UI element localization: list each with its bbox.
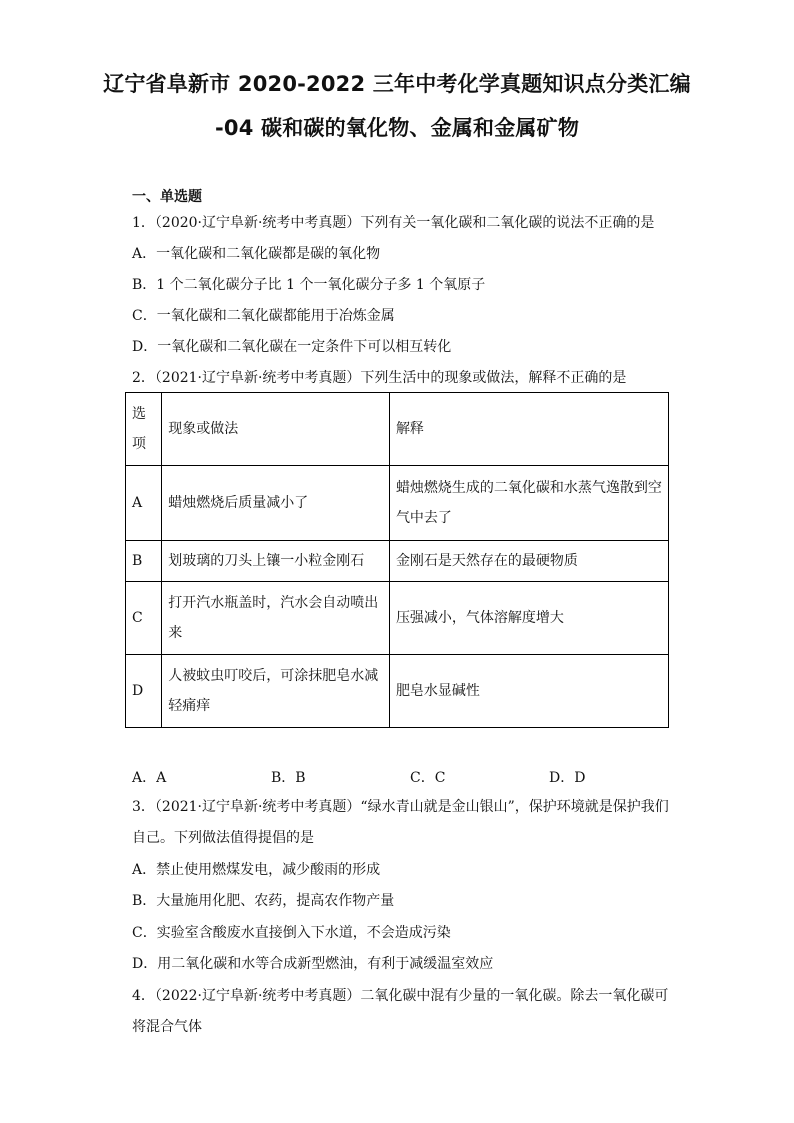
table-header-row — [126, 393, 669, 466]
table-cell: 蜡烛燃烧后质量减小了 — [162, 466, 390, 541]
q2-option-b: B．B — [271, 770, 306, 786]
table-row — [126, 466, 669, 541]
table-header-cell: 解释 — [389, 393, 668, 466]
table-row — [126, 655, 669, 728]
q2-option-a: A．A — [132, 770, 167, 786]
q2-option-c: C．C — [410, 770, 446, 786]
table-cell: 压强减小，气体溶解度增大 — [389, 582, 668, 655]
section-heading: 一、单选题 — [132, 189, 202, 205]
table-cell: 金刚石是天然存在的最硬物质 — [389, 541, 668, 582]
q2-option-d: D．D — [549, 770, 586, 786]
q3-option-a: A．禁止使用燃煤发电，减少酸雨的形成 — [132, 862, 381, 878]
table-cell: B — [126, 541, 162, 582]
table-header-cell: 现象或做法 — [162, 393, 390, 466]
table-cell: D — [126, 655, 162, 728]
table-cell: C — [126, 582, 162, 655]
document-title-line-1: 辽宁省阜新市 2020-2022 三年中考化学真题知识点分类汇编 — [103, 72, 691, 96]
q3-stem-line-1: 3．（2021·辽宁阜新·统考中考真题）“绿水青山就是金山银山”，保护环境就是保护我们 — [132, 799, 669, 815]
q1-option-a: A．一氧化碳和二氧化碳都是碳的氧化物 — [132, 246, 381, 262]
q1-option-d: D．一氧化碳和二氧化碳在一定条件下可以相互转化 — [132, 339, 452, 355]
q3-option-c: C．实验室含酸废水直接倒入下水道，不会造成污染 — [132, 925, 451, 941]
table-row — [126, 541, 669, 582]
table-cell: 肥皂水显碱性 — [389, 655, 668, 728]
q3-option-d: D．用二氧化碳和水等合成新型燃油，有利于减缓温室效应 — [132, 956, 494, 972]
q4-stem-line-1: 4．（2022·辽宁阜新·统考中考真题）二氧化碳中混有少量的一氧化碳。除去一氧化碳可 — [132, 988, 669, 1004]
q3-stem-line-2: 自己。下列做法值得提倡的是 — [132, 830, 314, 846]
table-cell: 打开汽水瓶盖时，汽水会自动喷出来 — [162, 582, 390, 655]
document-title-line-2: -04 碳和碳的氧化物、金属和金属矿物 — [214, 116, 580, 140]
q4-stem-line-2: 将混合气体 — [132, 1019, 202, 1035]
q1-option-b: B．1 个二氧化碳分子比 1 个一氧化碳分子多 1 个氧原子 — [132, 277, 486, 293]
table-cell: A — [126, 466, 162, 541]
table-header-cell: 选项 — [126, 393, 162, 466]
table-cell: 划玻璃的刀头上镶一小粒金刚石 — [162, 541, 390, 582]
q3-option-b: B．大量施用化肥、农药，提高农作物产量 — [132, 893, 395, 909]
table-cell: 蜡烛燃烧生成的二氧化碳和水蒸气逸散到空气中去了 — [389, 466, 668, 541]
table-row — [126, 582, 669, 655]
q2-table — [125, 392, 669, 728]
q2-options — [132, 767, 692, 785]
table-cell: 人被蚊虫叮咬后，可涂抹肥皂水减轻痛痒 — [162, 655, 390, 728]
q2-stem: 2．（2021·辽宁阜新·统考中考真题）下列生活中的现象或做法，解释不正确的是 — [132, 370, 627, 386]
q1-stem: 1．（2020·辽宁阜新·统考中考真题）下列有关一氧化碳和二氧化碳的说法不正确的是 — [132, 215, 655, 231]
q1-option-c: C．一氧化碳和二氧化碳都能用于冶炼金属 — [132, 308, 395, 324]
